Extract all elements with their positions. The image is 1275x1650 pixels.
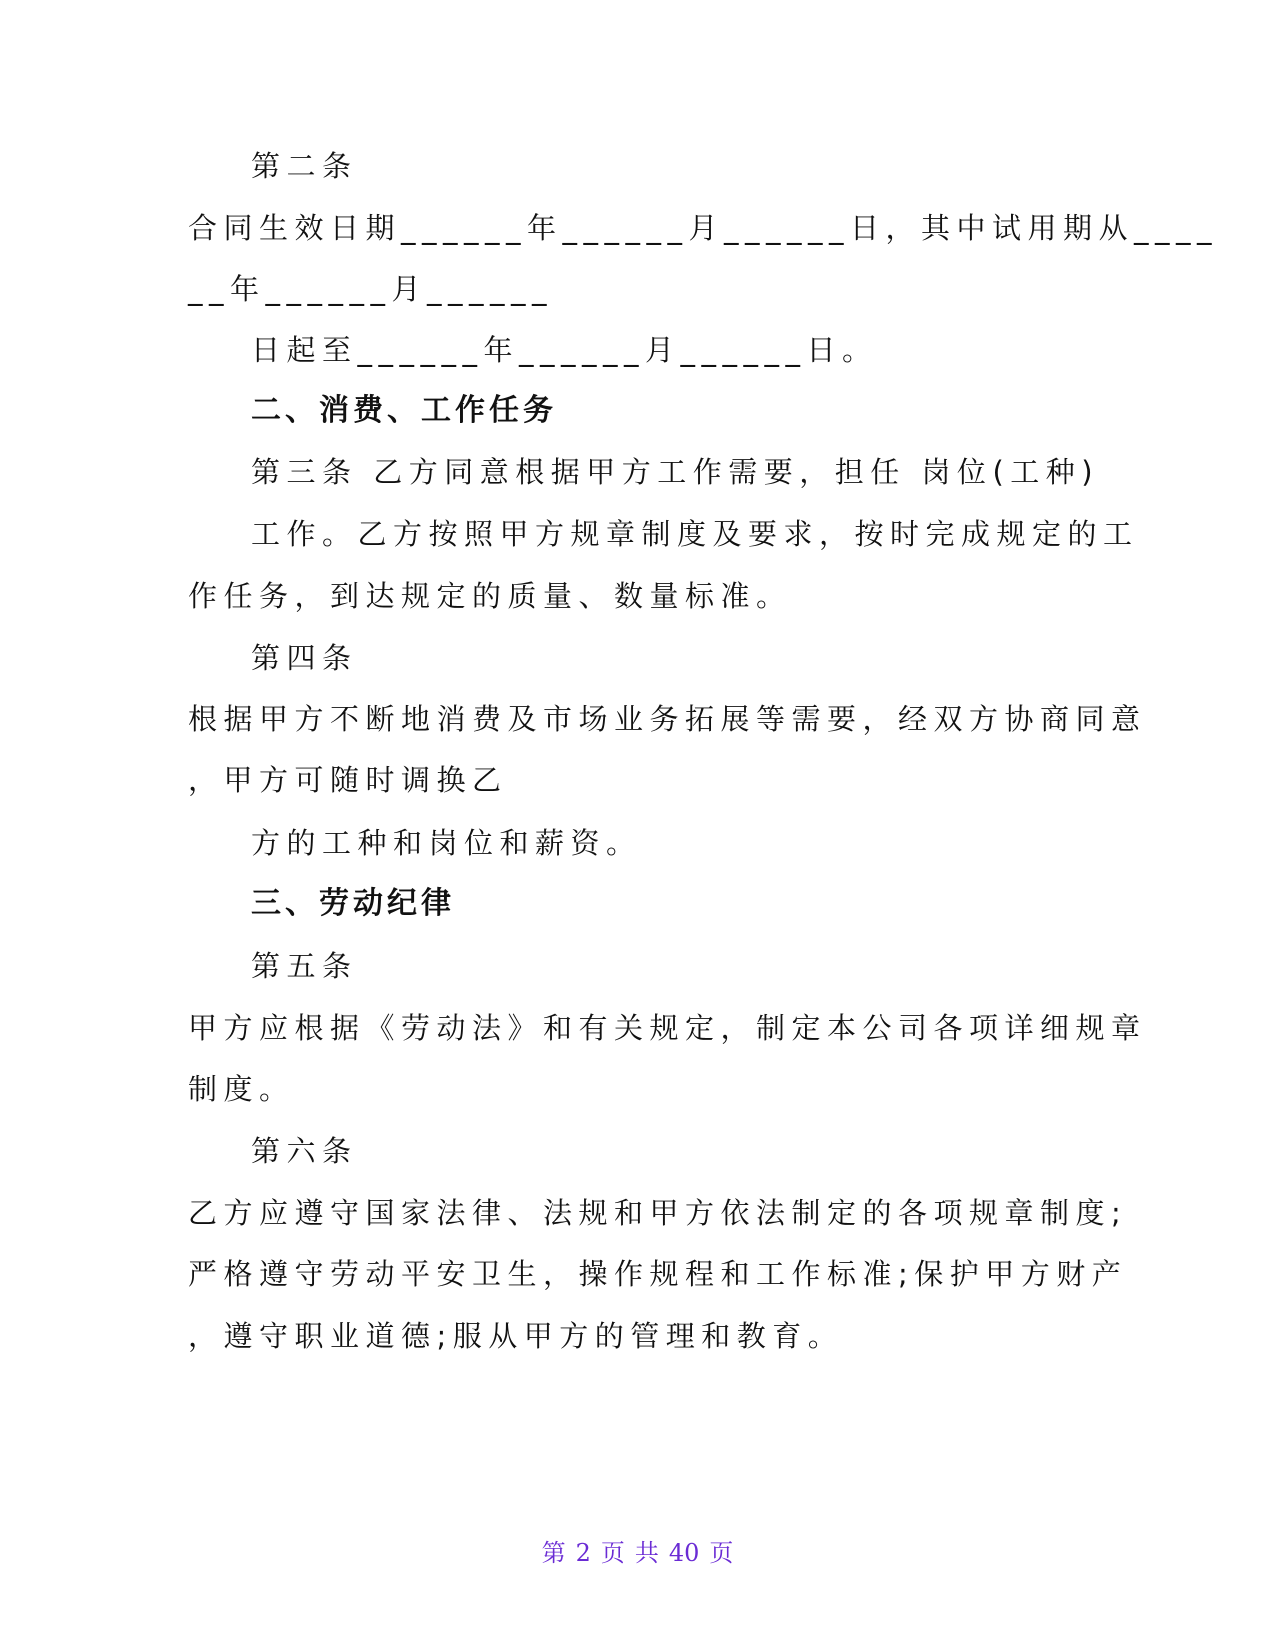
footer-suffix: 页	[709, 1539, 734, 1567]
footer-total-word: 共	[634, 1539, 659, 1567]
text-line: 日起至______年______月______日。	[251, 333, 878, 367]
total-pages-number: 40	[668, 1539, 700, 1567]
text-line: 合同生效日期______年______月______日，其中试用期从____	[188, 211, 1219, 245]
text-line: 方的工种和岗位和薪资。	[251, 826, 642, 860]
text-line: 根据甲方不断地消费及市场业务拓展等需要，经双方协商同意	[188, 702, 1147, 736]
page-footer	[0, 1533, 1275, 1568]
article-6-title: 第六条	[251, 1134, 358, 1168]
footer-page-word: 页	[600, 1539, 625, 1567]
article-3-line: 第三条 乙方同意根据甲方工作需要，担任 岗位(工种)	[251, 455, 1100, 489]
section-heading-3: 三、劳动纪律	[251, 886, 455, 921]
article-5-title: 第五条	[251, 949, 358, 983]
text-line: ，甲方可随时调换乙	[188, 763, 508, 797]
current-page-number: 2	[575, 1539, 591, 1567]
text-line: 严格遵守劳动平安卫生，操作规程和工作标准;保护甲方财产	[188, 1257, 1128, 1291]
text-line: 作任务，到达规定的质量、数量标准。	[188, 579, 792, 613]
article-4-title: 第四条	[251, 641, 358, 675]
section-heading-2: 二、消费、工作任务	[251, 393, 557, 428]
text-line: 制度。	[188, 1072, 295, 1106]
footer-prefix: 第	[541, 1539, 566, 1567]
article-2-title: 第二条	[251, 149, 358, 183]
text-line: 甲方应根据《劳动法》和有关规定，制定本公司各项详细规章	[188, 1011, 1147, 1045]
text-line: 工作。乙方按照甲方规章制度及要求，按时完成规定的工	[251, 517, 1139, 551]
text-line: __年______月______	[188, 272, 554, 306]
text-line: 乙方应遵守国家法律、法规和甲方依法制定的各项规章制度;	[188, 1196, 1128, 1230]
text-line: ，遵守职业道德;服从甲方的管理和教育。	[188, 1319, 844, 1353]
